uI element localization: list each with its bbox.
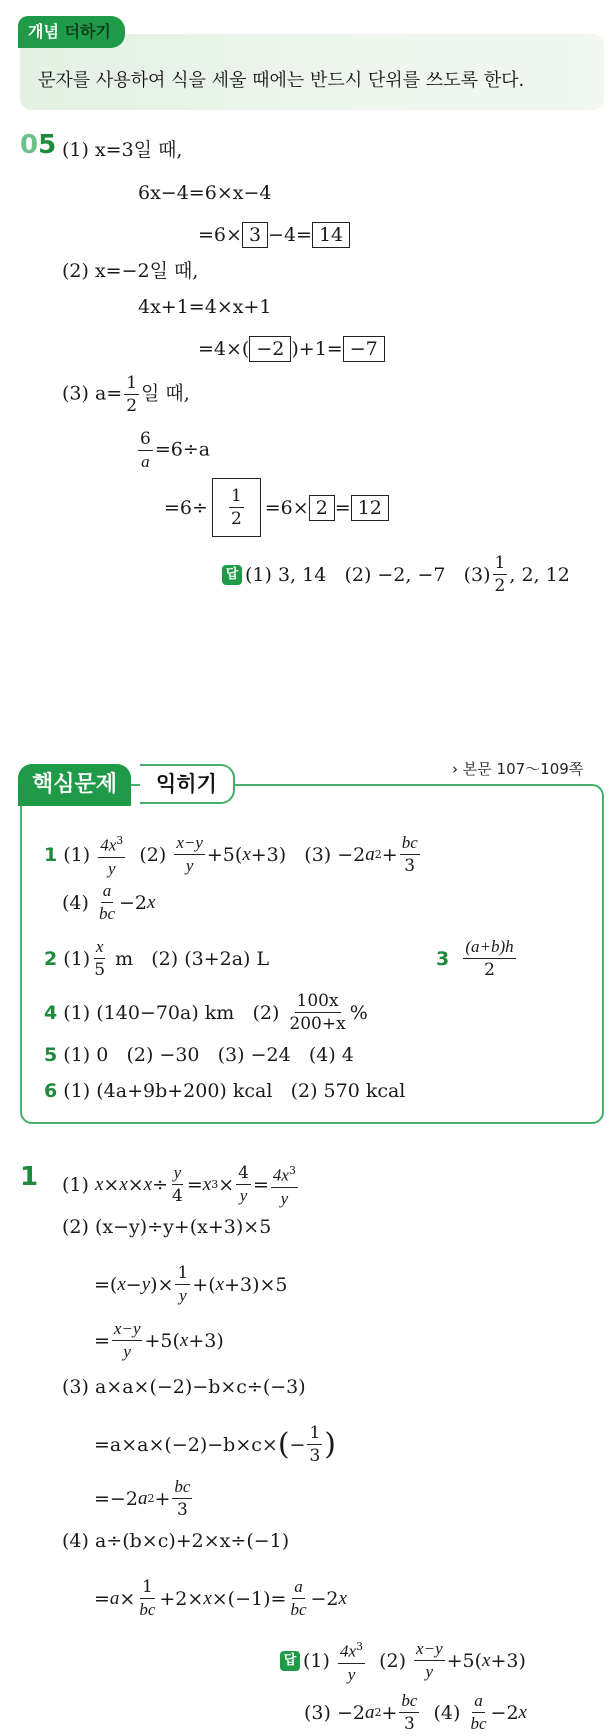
solution-number-1: 1 (20, 1162, 39, 1192)
q05-part1-line1: 6x−4=6×x−4 (138, 182, 272, 204)
q05-part2-line2: =4×( −2 )+1= −7 (198, 336, 385, 362)
sol1-part2-line1: (2) (x−y)÷y+(x+3)×5 (62, 1216, 272, 1238)
core-row-4: 4 (1) (140−70a) km (2) $\frac{100x}{200+x}$ % (44, 991, 368, 1034)
answer-box: −2 (249, 336, 291, 362)
sol1-answer-line2: (3) −2 a 2 + $\frac{bc}{3}$ (4) $\frac{a}{bc}$ −2 x (304, 1691, 527, 1734)
sol1-part4-line2: = a × $\frac{1}{bc}$ +2× x ×(−1)= $\frac{a}{bc}$ −2 x (94, 1577, 347, 1619)
sol1-part3-line1: (3) a×a×(−2)−b×c÷(−3) (62, 1376, 306, 1398)
concept-text: 문자를 사용하여 식을 세울 때에는 반드시 단위를 쓰도록 한다. (38, 70, 525, 91)
core-row-3: 3 $\frac{(a+b)h}{2}$ (436, 937, 514, 980)
q05-part3-condition: (3) a= $\frac{1}{2}$ 일 때, (62, 373, 190, 416)
core-tab-subtitle: 익히기 (140, 764, 235, 804)
core-tab-title: 핵심문제 (18, 764, 131, 806)
q05-part2-condition: (2) x=−2일 때, (62, 260, 199, 282)
q05-part1-condition: (1) x=3일 때, (62, 139, 183, 161)
answer-box-fraction: $\frac{1}{2}$ (212, 478, 261, 537)
page-reference: › 본문 107～109쪽 (452, 760, 584, 778)
core-row-1: 1 (1) $\frac{4x^3}{y}$ (2) $\frac{x-y}{y}$ +5( x +3) (3) −2 a 2 + $\frac{bc}{3}$ (44, 830, 422, 880)
chevron-right-icon: › (452, 760, 458, 778)
q05-answer: 답 (1) 3, 14 (2) −2, −7 (3) $\frac{1}{2}$ , 2, 12 (222, 552, 570, 597)
answer-box: 12 (351, 495, 389, 521)
question-number-05: 05 (20, 130, 57, 160)
sol1-part2-line3: = $\frac{x-y}{y}$ +5( x +3) (94, 1319, 224, 1361)
core-row-2: 2 (1) $\frac{x}{5}$ m (2) (3+2a) L (44, 937, 270, 980)
answer-icon: 답 (280, 1651, 300, 1671)
sol1-part4-line1: (4) a÷(b×c)+2×x÷(−1) (62, 1530, 290, 1552)
sol1-part2-line2: =( x − y )× $\frac{1}{y}$ +( x +3)×5 (94, 1263, 288, 1305)
concept-tab-label-1: 개념 (28, 22, 59, 41)
core-row-6: 6 (1) (4a+9b+200) kcal (2) 570 kcal (44, 1080, 406, 1102)
answer-box: 2 (309, 495, 335, 521)
concept-tab-label-2: 더하기 (64, 22, 111, 41)
core-row-5: 5 (1) 0 (2) −30 (3) −24 (4) 4 (44, 1044, 354, 1066)
sol1-answer-line1: 답 (1) $\frac{4x^3}{y}$ (2) $\frac{x-y}{y}$ +5( x +3) (280, 1636, 526, 1686)
answer-box: 14 (312, 222, 350, 248)
core-row-1-part4: (4) $\frac{a}{bc}$ −2 x (62, 881, 156, 923)
concept-tab (18, 16, 125, 48)
q05-part3-line1: $\frac{6}{a}$ =6÷a (140, 429, 211, 471)
sol1-part3-line3: =−2 a 2 + $\frac{bc}{3}$ (94, 1477, 191, 1520)
q05-part1-line2: =6× 3 −4= 14 (198, 222, 350, 248)
sol1-part3-line2: =a×a×(−2)−b×c× ( − $\frac{1}{3}$ ) (94, 1423, 336, 1466)
answer-icon: 답 (222, 565, 242, 585)
answer-box: −7 (343, 336, 385, 362)
q05-part2-line1: 4x+1=4×x+1 (138, 296, 272, 318)
answer-box: 3 (242, 222, 268, 248)
sol1-part1: (1) x × x × x ÷ $\frac{y}{4}$ = x 3 × $\frac{4}{y}$ = $\frac{4x^3}{y}$ (62, 1160, 300, 1210)
q05-part3-line2: =6÷ $\frac{1}{2}$ =6× 2 = 12 (164, 478, 389, 537)
